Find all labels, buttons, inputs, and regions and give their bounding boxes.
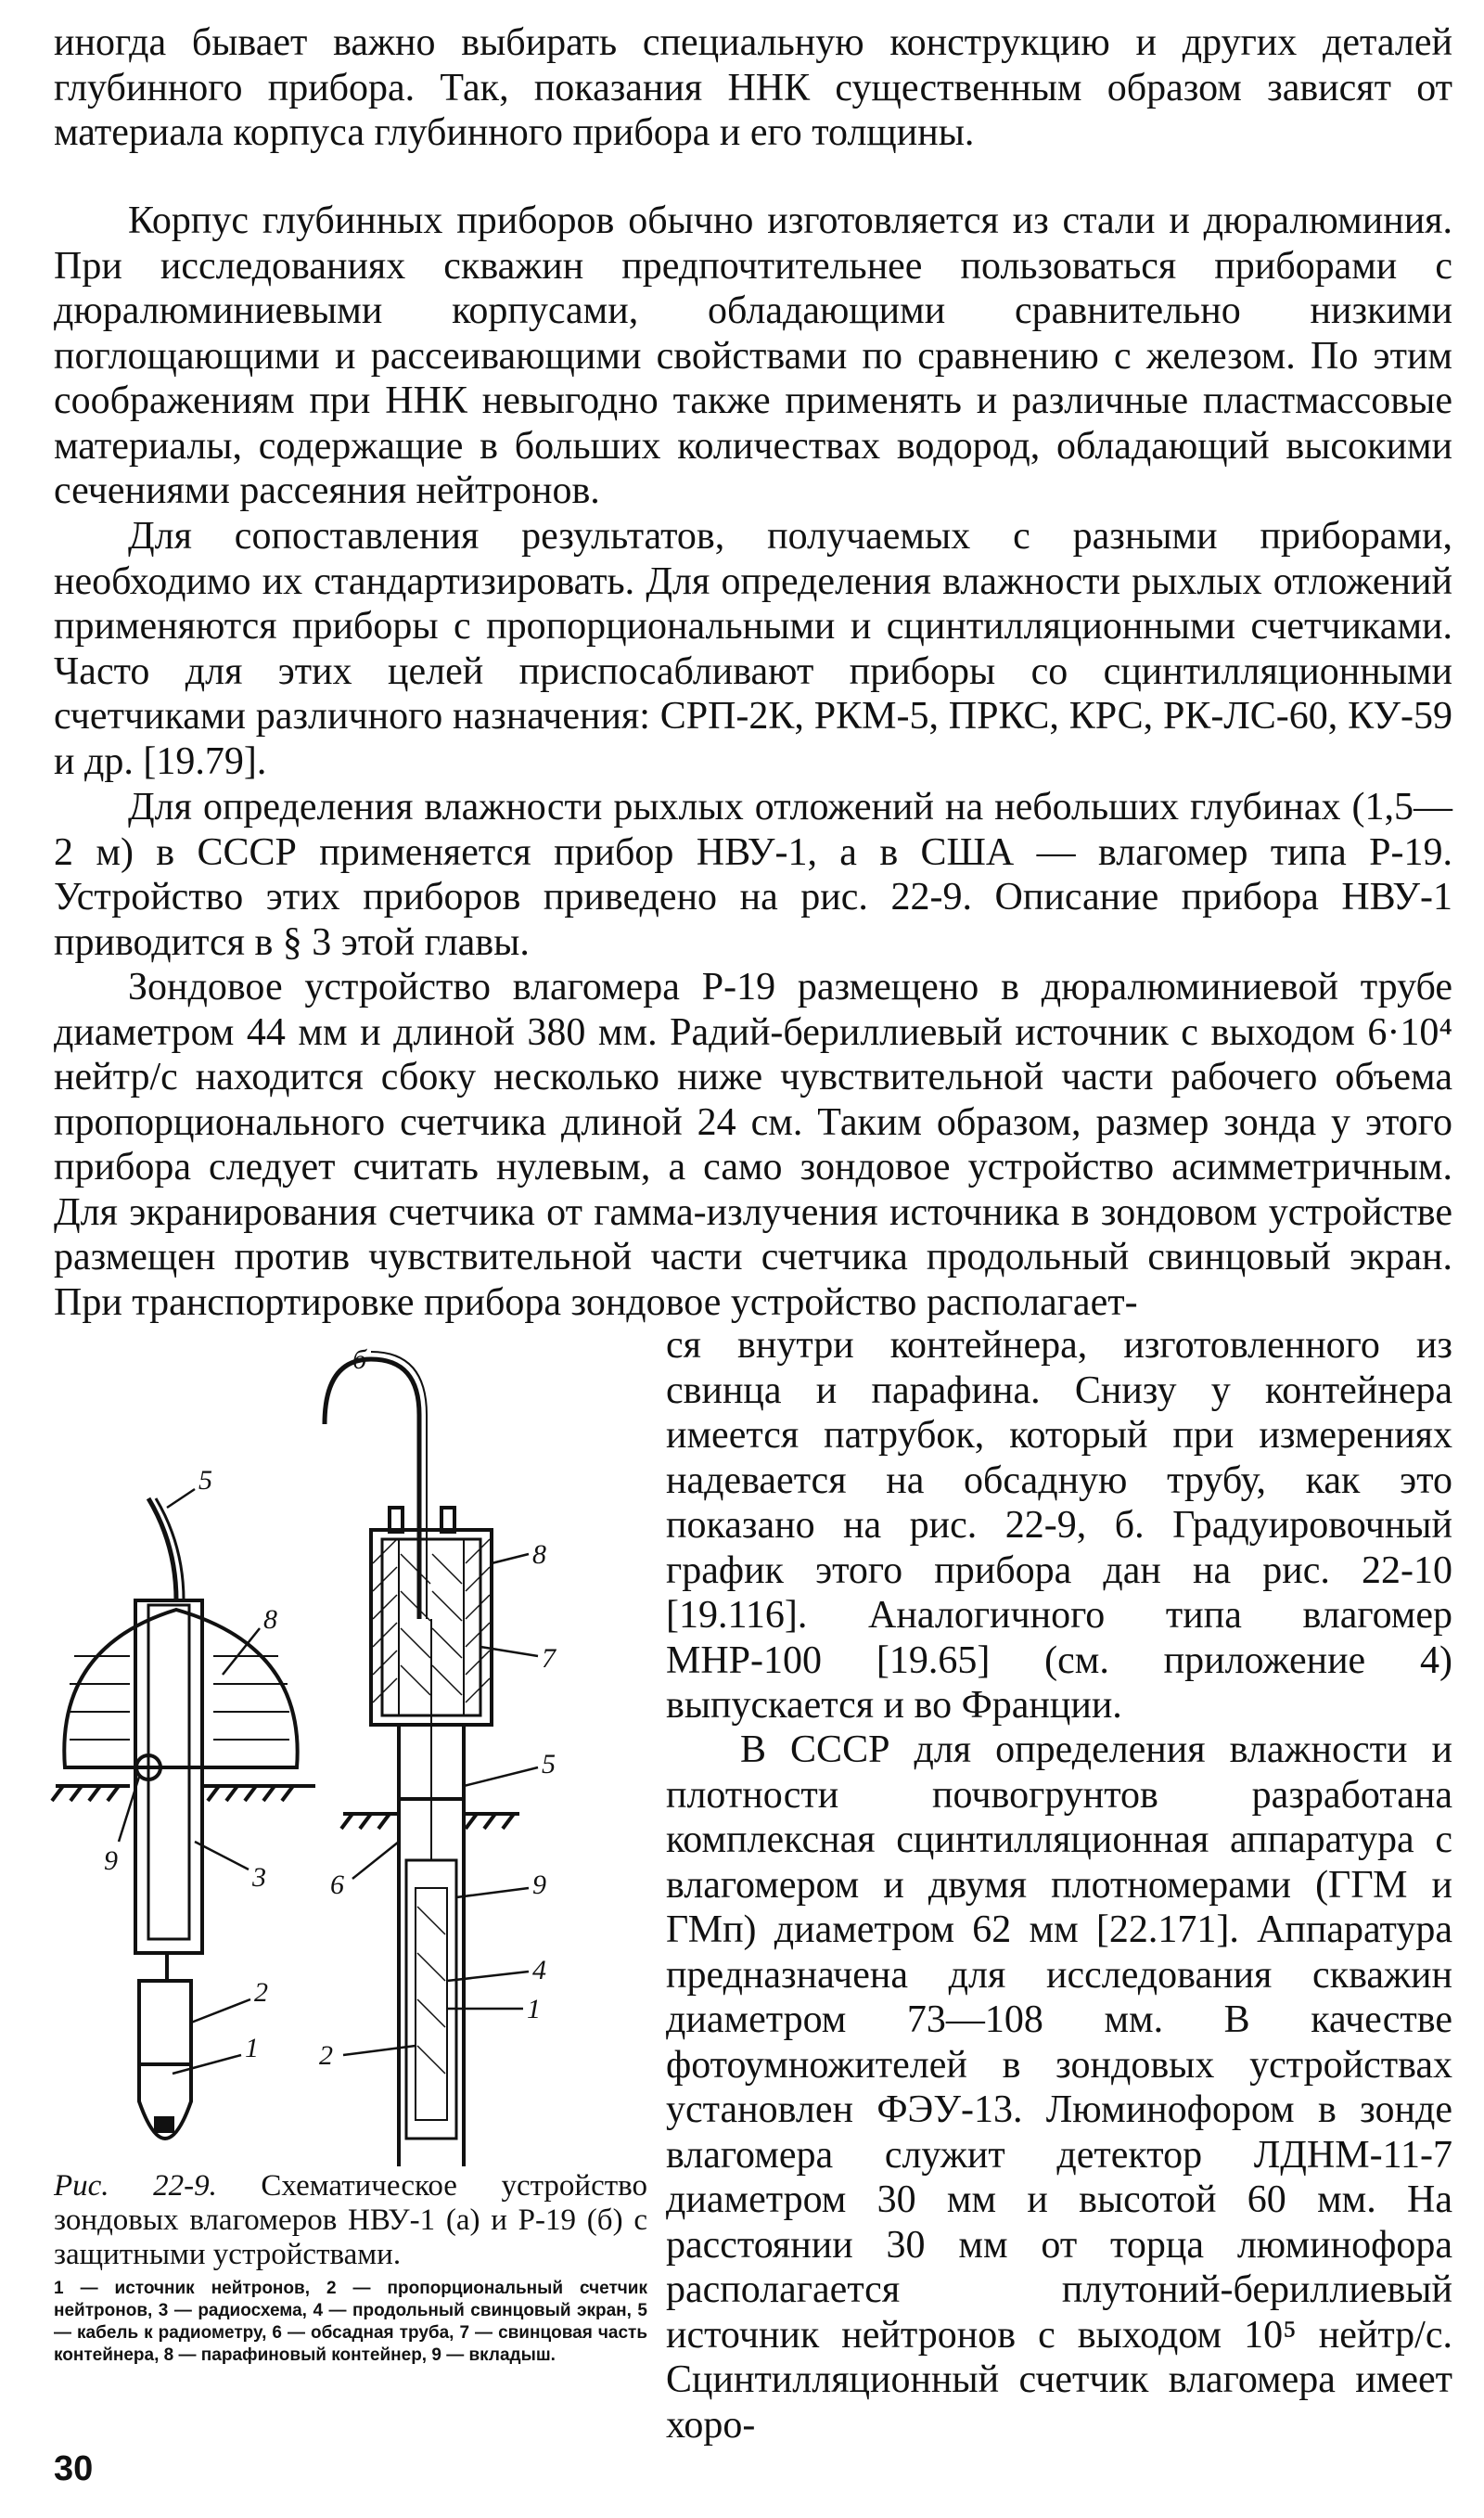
label-b-4: 4: [532, 1955, 546, 1985]
label-a-8: 8: [263, 1604, 277, 1635]
label-b-2: 2: [319, 2040, 333, 2071]
label-a-1: 1: [245, 2033, 259, 2063]
label-b-8: 8: [532, 1539, 546, 1570]
label-a-9: 9: [104, 1845, 118, 1876]
paragraph-3: Для сопоставления результатов, получаемых с разными приборами, необходимо их стандартизировать. Для определения влажности рыхлых отложений применяются приборы с пропорциональными и сцинтилляционными счетчиками. Часто для этих целей приспосабливают приборы со сцинтилляционными счетчиками различного назначения: СРП-2К, РКМ-5, ПРКС, КРС, РК-ЛС-60, КУ-59 и др. [19.79].: [54, 515, 1452, 783]
label-b-6: 6: [330, 1869, 344, 1900]
paragraph-2: Корпус глубинных приборов обычно изготовляется из стали и дюралюминия. При исследованиях скважин предпочтительнее пользоваться приборами с дюралюминиевыми корпусами, обладающими сравнительно низкими поглощающими и рассеивающими свойствами по сравнению с железом. По этим соображениям при ННК невыгодно также применять и различные пластмассовые материалы, содержащие в больших количествах водород, обладающий высокими сечениями рассеяния нейтронов.: [54, 199, 1452, 512]
paragraph-4: Для определения влажности рыхлых отложений на небольших глубинах (1,5—2 м) в СССР применяется прибор НВУ-1, а в США — влагомер типа Р-19. Устройство этих приборов приведено на рис. 22-9. Описание прибора НВУ-1 приводится в § 3 этой главы.: [54, 786, 1452, 964]
label-b-7: 7: [542, 1643, 556, 1674]
device-b-drawing: [325, 1352, 519, 2166]
device-b-labels: [319, 1344, 557, 2071]
right-column-paragraph-1: ся внутри контейнера, изготовленного из свинца и парафина. Снизу у контейнера имеется патрубок, который при измерениях надевается на обсадную трубу, как это показано на рис. 22-9, б. Градуировочный график этого прибора дан на рис. 22-10 [19.116]. Аналогичного типа влагомер МНР-100 [19.65] (см. приложение 4) выпускается и во Франции.: [666, 1324, 1452, 1727]
label-b-5: 5: [542, 1749, 556, 1779]
label-b-1: 1: [527, 1994, 541, 2024]
label-a-5: 5: [198, 1465, 212, 1496]
label-a-2: 2: [254, 1977, 268, 2008]
paragraph-5: Зондовое устройство влагомера Р-19 размещено в дюралюминиевой трубе диаметром 44 мм и длиной 380 мм. Радий-бериллиевый источник с выходом 6·10⁴ нейтр/с находится сбоку несколько ниже чувствительной части рабочего объема пропорционального счетчика длиной 24 см. Таким образом, размер зонда у этого прибора следует считать нулевым, а само зондовое устройство асимметричным. Для экранирования счетчика от гамма-излучения источника в зондовом устройстве размещен против чувствительной части счетчика продольный свинцовый экран. При транспортировке прибора зондовое устройство располагает-: [54, 966, 1452, 1324]
caption-label: Рис. 22-9.: [54, 2169, 217, 2203]
figure-caption: [54, 2169, 647, 2272]
page-number: 30: [54, 2449, 94, 2488]
figure-22-9: [37, 1341, 649, 2194]
label-b-9: 9: [532, 1869, 546, 1900]
right-column-paragraph-2: В СССР для определения влажности и плотности почвогрунтов разработана комплексная сцинтилляционная аппаратура с влагомером и двумя плотномерами (ГГМ и ГМп) диаметром 62 мм [22.171]. Аппаратура предназначена для исследования скважин диаметром 73—108 мм. В качестве фотоумножителей в зондовых устройствах установлен ФЭУ-13. Люминофором в зонде влагомера служит детектор ЛДНМ-11-7 диаметром 30 мм и высотой 60 мм. На расстоянии 30 мм от торца люминофора располагается плутоний-бериллиевый источник нейтронов с выходом 10⁵ нейтр/с. Сцинтилляционный счетчик влагомера имеет хоро-: [666, 1728, 1452, 2447]
caption-text: Схематическое устройство зондовых влагомеров НВУ-1 (а) и Р-19 (б) с защитными устройствами.: [54, 2169, 648, 2271]
label-a-3: 3: [252, 1862, 266, 1893]
device-a-drawing: [52, 1498, 315, 2139]
label-b-b: б: [352, 1344, 367, 1375]
paragraph-1: иногда бывает важно выбирать специальную конструкцию и других деталей глубинного прибора. Так, показания ННК существенным образом зависят от материала корпуса глубинного прибора и его толщины.: [54, 21, 1452, 154]
figure-legend: 1 — источник нейтронов, 2 — пропорциональный счетчик нейтронов, 3 — радиосхема, 4 — продольный свинцовый экран, 5 — кабель к радиометру, 6 — обсадная труба, 7 — свинцовая часть контейнера, 8 — парафиновый контейнер, 9 — вкладыш.: [54, 2279, 647, 2365]
